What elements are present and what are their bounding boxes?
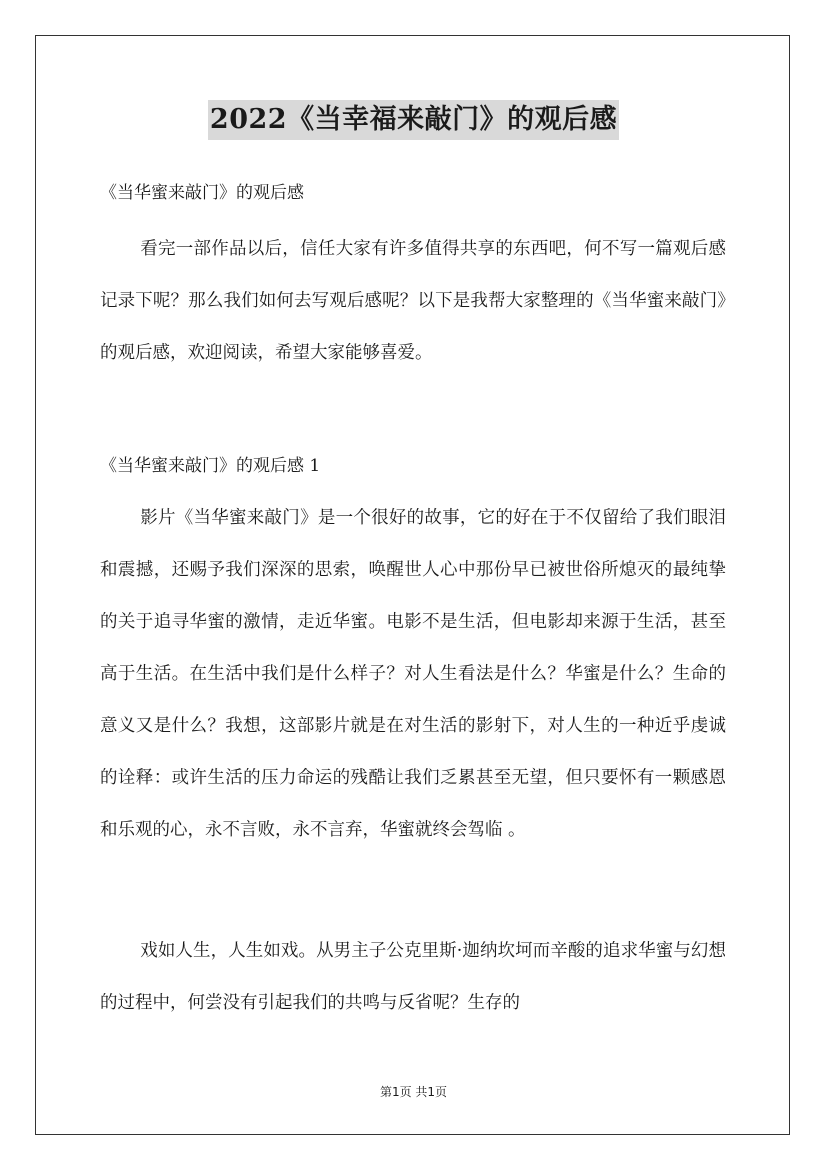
body-paragraph-2: 戏如人生，人生如戏。从男主子公克里斯·迦纳坎坷而辛酸的追求华蜜与幻想的过程中，何尝没有引起我们的共鸣与反省呢？生存的 bbox=[100, 941, 726, 1013]
document-subtitle: 《当华蜜来敲门》的观后感 bbox=[100, 183, 304, 203]
body-paragraph-1: 影片《当华蜜来敲门》是一个很好的故事，它的好在于不仅留给了我们眼泪和震撼，还赐予我们深深的思索，唤醒世人心中那份早已被世俗所熄灭的最纯挚的关于追寻华蜜的激情，走近华蜜。电影不是生活，但电影却来源于生活，甚至高于生活。在生活中我们是什么样子？对人生看法是什么？华蜜是什么？生命的意义又是什么？我想，这部影片就是在对生活的影射下，对人生的一种近乎虔诚的诠释：或许生活的压力命运的残酷让我们乏累甚至无望，但只要怀有一颗感恩和乐观的心，永不言败，永不言弃，华蜜就终会驾临 。 bbox=[100, 508, 726, 840]
title-container bbox=[0, 100, 827, 140]
intro-paragraph: 看完一部作品以后，信任大家有许多值得共享的东西吧，何不写一篇观后感记录下呢？那么我们如何去写观后感呢？以下是我帮大家整理的《当华蜜来敲门》的观后感，欢迎阅读，希望大家能够喜爱。 bbox=[100, 239, 726, 363]
section-heading: 《当华蜜来敲门》的观后感 1 bbox=[100, 456, 321, 476]
document-title: 2022《当幸福来敲门》的观后感 bbox=[208, 100, 619, 140]
page-footer: 第1页 共1页 bbox=[379, 1085, 448, 1099]
